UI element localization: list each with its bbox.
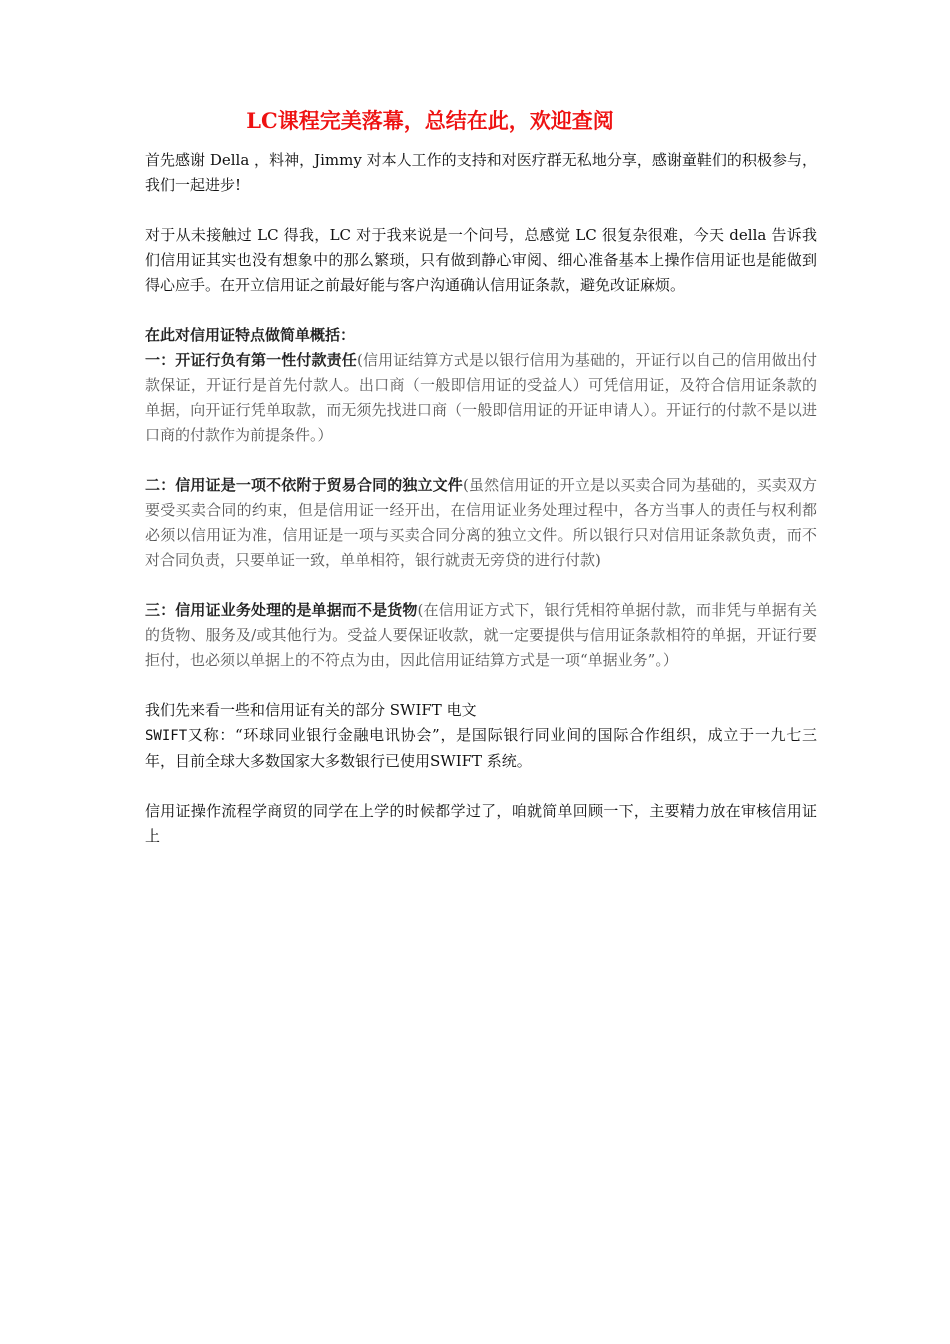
document-body [145,148,817,874]
point-three-heading: 三：信用证业务处理的是单据而不是货物 [145,601,418,619]
point-two [145,473,817,573]
intro-paragraph: 首先感谢 Della ，料神，Jimmy 对本人工作的支持和对医疗群无私地分享，感谢童鞋们的积极参与，我们一起进步! [145,151,817,194]
point-three-body: (在信用证方式下，银行凭相符单据付款，而非凭与单据有关的货物、服务及/或其他行为。受益人要保证收款，就一定要提供与信用证条款相符的单据，开证行要拒付，也必须以单据上的不符点为由，因此信用证结算方式是一项“单据业务”。） [145,601,817,669]
point-one-heading: 一：开证行负有第一性付款责任 [145,351,357,369]
document-title: LC课程完美落幕，总结在此，欢迎查阅 [246,108,614,133]
swift-description [145,723,817,774]
swift-intro: 我们先来看一些和信用证有关的部分 SWIFT 电文 [145,701,477,719]
point-two-body: (虽然信用证的开立是以买卖合同为基础的，买卖双方要受买卖合同的约束，但是信用证一经开出，在信用证业务处理过程中，各方当事人的责任与权利都必须以信用证为准，信用证是一项与买卖合同分离的独立文件。所以银行只对信用证条款负责，而不对合同负责，只要单证一致，单单相符，银行就责无旁贷的进行付款) [145,476,817,569]
summary-heading-text: 在此对信用证特点做简单概括： [145,326,356,344]
point-one [145,348,817,448]
summary-heading [145,323,817,348]
swift-label: SWIFT [145,728,188,744]
swift-description-text: 又称：“环球同业银行金融电讯协会”，是国际银行同业间的国际合作组织，成立于一九七三年，目前全球大多数国家大多数银行已使用SWIFT 系统。 [145,726,817,770]
point-one-body: (信用证结算方式是以银行信用为基础的，开证行以自己的信用做出付款保证，开证行是首先付款人。出口商（一般即信用证的受益人）可凭信用证，及符合信用证条款的单据，向开证行凭单取款，而无须先找进口商（一般即信用证的开证申请人）。开证行的付款不是以进口商的付款作为前提条件。） [145,351,817,444]
point-three [145,598,817,673]
closing-paragraph: 信用证操作流程学商贸的同学在上学的时候都学过了，咱就简单回顾一下，主要精力放在审核信用证上 [145,802,817,845]
point-two-heading: 二：信用证是一项不依附于贸易合同的独立文件 [145,476,463,494]
experience-paragraph: 对于从未接触过 LC 得我，LC 对于我来说是一个问号，总感觉 LC 很复杂很难，今天 della 告诉我们信用证其实也没有想象中的那么繁琐，只有做到静心审阅、细心准备基本上操作信用证也是能做到得心应手。在开立信用证之前最好能与客户沟通确认信用证条款，避免改证麻烦。 [145,226,817,294]
